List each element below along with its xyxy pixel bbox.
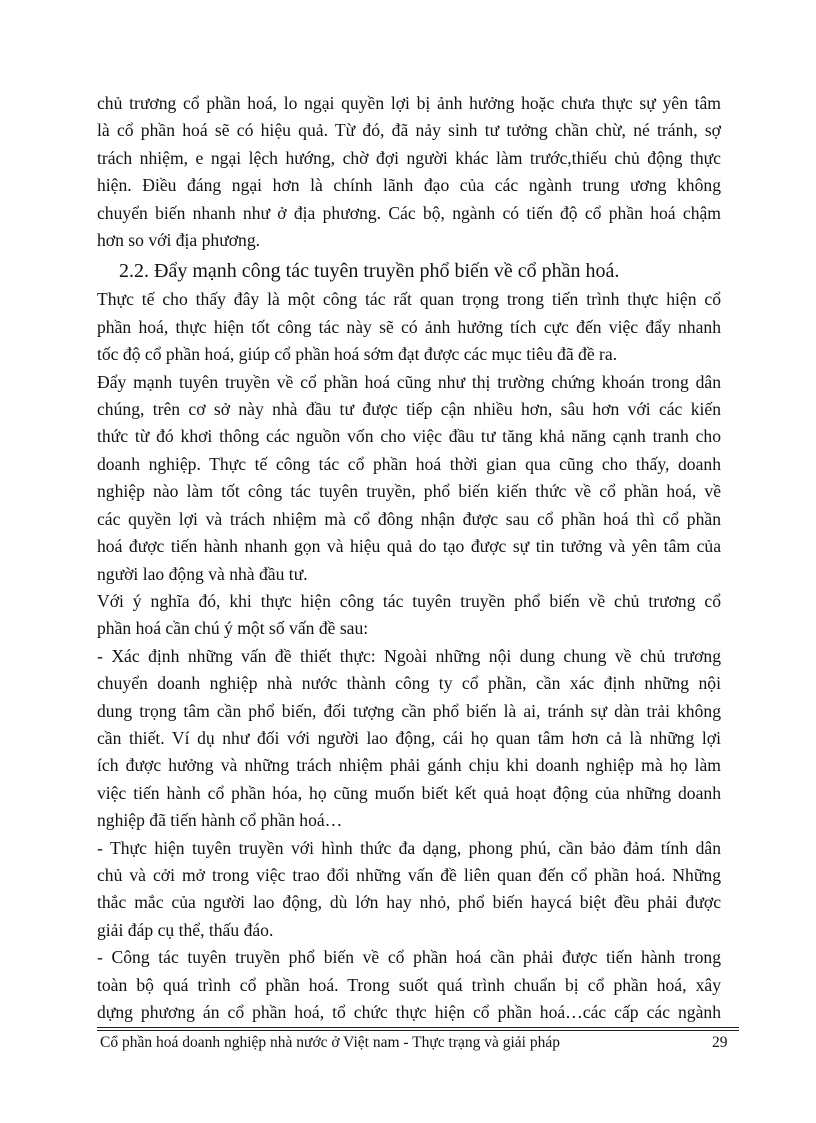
text-line: nghiệp nào làm tốt công tác tuyên truyền, phổ biến kiến thức về cổ phần hoá, về bbox=[97, 481, 721, 502]
paragraph-reality bbox=[97, 286, 721, 368]
text-line: việc tiến hành cổ phần hóa, họ cũng muốn biết kết quả hoạt động của những doanh bbox=[97, 782, 721, 803]
section-heading: 2.2. Đẩy mạnh công tác tuyên truyền phổ biến về cổ phần hoá. bbox=[119, 260, 620, 283]
paragraph-promotion bbox=[97, 369, 721, 588]
text-line: chủ và cởi mở trong việc trao đổi những vấn đề liên quan đến cổ phần hoá. Những bbox=[97, 864, 721, 885]
document-body bbox=[97, 90, 721, 1026]
text-line: thắc mắc của người lao động, dù lớn hay nhỏ, phổ biến haycá biệt đều phải được bbox=[97, 892, 721, 913]
footer-title: Cổ phần hoá doanh nghiệp nhà nước ở Việt nam - Thực trạng và giải pháp bbox=[100, 1034, 560, 1051]
bullet-diverse-forms bbox=[97, 835, 721, 945]
paragraph-meaning bbox=[97, 588, 721, 643]
text-line: dung trọng tâm cần phổ biến, đối tượng cần phổ biến là ai, tránh sự dàn trải không bbox=[97, 700, 721, 721]
bullet-whole-process bbox=[97, 944, 721, 1026]
text-line: ích được hưởng và những trách nhiệm phải gánh chịu khi doanh nghiệp mà họ làm bbox=[97, 755, 721, 776]
text-line: giải đáp cụ thể, thấu đáo. bbox=[97, 919, 274, 940]
text-line: hơn so với địa phương. bbox=[97, 230, 261, 251]
bullet-practical-issues bbox=[97, 643, 721, 835]
text-line: doanh nghiệp. Thực tế công tác cổ phần hoá thời gian qua cũng cho thấy, doanh bbox=[97, 453, 721, 474]
paragraph-intro bbox=[97, 90, 721, 254]
text-line: nghiệp đã tiến hành cổ phần hoá… bbox=[97, 810, 343, 831]
text-line: phần hoá cần chú ý một số vấn đề sau: bbox=[97, 618, 369, 639]
text-line: Với ý nghĩa đó, khi thực hiện công tác tuyên truyền phổ biến về chủ trương cổ bbox=[97, 590, 721, 611]
text-line: người lao động và nhà đầu tư. bbox=[97, 563, 308, 584]
text-line: chuyển biến nhanh như ở địa phương. Các bộ, ngành có tiến độ cổ phần hoá chậm bbox=[97, 202, 721, 223]
text-line: - Xác định những vấn đề thiết thực: Ngoài những nội dung chung về chủ trương bbox=[97, 645, 721, 666]
text-line: Thực tế cho thấy đây là một công tác rất quan trọng trong tiến trình thực hiện cổ bbox=[97, 289, 721, 310]
text-line: cần thiết. Ví dụ như đối với người lao động, cái họ quan tâm hơn cả là những lợi bbox=[97, 727, 721, 748]
text-line: hiện. Điều đáng ngại hơn là chính lãnh đạo của các ngành trung ương không bbox=[97, 175, 721, 196]
page-number: 29 bbox=[712, 1034, 728, 1051]
text-line: phần hoá, thực hiện tốt công tác này sẽ có ảnh hưởng tích cực đến việc đẩy nhanh bbox=[97, 316, 721, 337]
text-line: chuyển doanh nghiệp nhà nước thành công ty cổ phần, cần xác định những nội bbox=[97, 673, 721, 694]
text-line: toàn bộ quá trình cổ phần hoá. Trong suốt quá trình chuẩn bị cổ phần hoá, xây bbox=[97, 974, 721, 995]
text-line: trách nhiệm, e ngại lệch hướng, chờ đợi người khác làm trước,thiếu chủ động thực bbox=[97, 147, 721, 168]
text-line: dựng phương án cổ phần hoá, tổ chức thực hiện cổ phần hoá…các cấp các ngành bbox=[97, 1002, 721, 1022]
text-line: hoá được tiến hành nhanh gọn và hiệu quả do tạo được sự tin tưởng và yên tâm của bbox=[97, 536, 721, 557]
text-line: các quyền lợi và trách nhiệm mà cổ đông nhận được sau cổ phần hoá thì cổ phần bbox=[97, 508, 721, 529]
text-line: - Thực hiện tuyên truyền với hình thức đa dạng, phong phú, cần bảo đảm tính dân bbox=[97, 837, 721, 858]
text-line: là cổ phần hoá sẽ có hiệu quả. Từ đó, đã nảy sinh tư tưởng chần chừ, né tránh, sợ bbox=[97, 120, 721, 141]
text-line: Đẩy mạnh tuyên truyền về cổ phần hoá cũng như thị trường chứng khoán trong dân bbox=[97, 371, 721, 392]
footer-divider bbox=[97, 1027, 739, 1028]
text-line: chúng, trên cơ sở này nhà đầu tư được tiếp cận nhiều hơn, sâu hơn với các kiến bbox=[97, 399, 721, 420]
text-line: tốc độ cổ phần hoá, giúp cổ phần hoá sớm đạt được các mục tiêu đã đề ra. bbox=[97, 344, 618, 365]
text-line: - Công tác tuyên truyền phổ biến về cổ phần hoá cần phải được tiến hành trong bbox=[97, 947, 721, 968]
footer-divider bbox=[97, 1030, 739, 1031]
text-line: thức từ đó khơi thông các nguồn vốn cho việc đầu tư tăng khả năng cạnh tranh cho bbox=[97, 426, 721, 447]
text-line: chủ trương cổ phần hoá, lo ngại quyền lợi bị ảnh hưởng hoặc chưa thực sự yên tâm bbox=[97, 93, 721, 113]
